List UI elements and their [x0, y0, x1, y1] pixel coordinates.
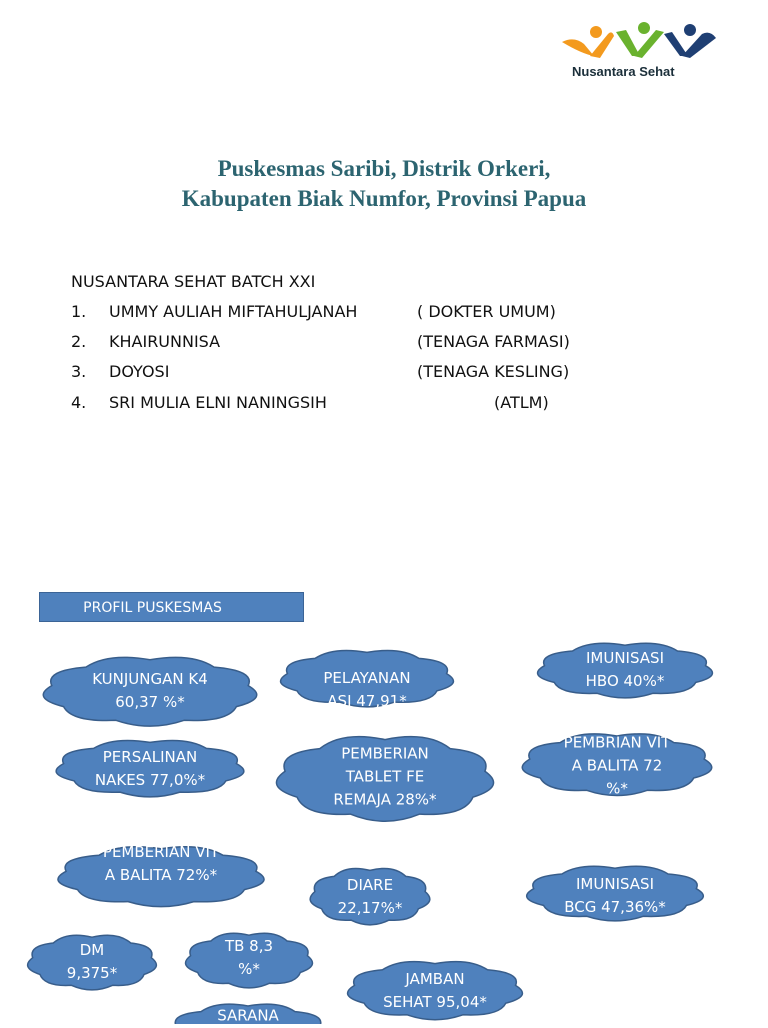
- member-number: 4.: [71, 393, 87, 412]
- team-heading: NUSANTARA SEHAT BATCH XXI: [71, 272, 316, 291]
- profil-puskesmas-label: PROFIL PUSKESMAS: [83, 600, 222, 616]
- cloud-label: IMUNISASI HBO 40%*: [585, 649, 665, 690]
- member-name: DOYOSI: [109, 362, 170, 381]
- member-role: (TENAGA KESLING): [417, 362, 570, 381]
- cloud-label: JAMBAN SEHAT 95,04*: [383, 970, 487, 1011]
- page-title-line-1: Puskesmas Saribi, Distrik Orkeri,: [217, 156, 551, 181]
- cloud-label: PELAYANAN ASI 47,91*: [323, 669, 411, 710]
- cloud-label: TB 8,3 %*: [224, 937, 274, 978]
- cloud-label: DIARE 22,17%*: [337, 876, 403, 917]
- cloud-label: PERSALINAN NAKES 77,0%*: [94, 748, 206, 789]
- member-number: 3.: [71, 362, 87, 381]
- cloud-label: KUNJUNGAN K4 60,37 %*: [92, 670, 208, 711]
- cloud-label: PEMBRIAN VIT A BALITA 72 %*: [563, 733, 671, 798]
- cloud-label: IMUNISASI BCG 47,36%*: [564, 875, 666, 916]
- cloud-label: PEMBERIAN TABLET FE REMAJA 28%*: [333, 744, 437, 809]
- logo-text: Nusantara Sehat: [572, 64, 675, 79]
- cloud-label: PEMBERIAN VIT A BALITA 72%*: [102, 843, 220, 884]
- member-role: (ATLM): [494, 393, 549, 412]
- member-number: 2.: [71, 332, 87, 351]
- cloud-label: SARANA: [217, 1006, 279, 1025]
- page-title-line-2: Kabupaten Biak Numfor, Provinsi Papua: [181, 186, 587, 211]
- cloud-label: DM 9,375*: [66, 941, 118, 982]
- member-name: SRI MULIA ELNI NANINGSIH: [109, 393, 327, 412]
- member-name: KHAIRUNNISA: [109, 332, 221, 351]
- member-role: (TENAGA FARMASI): [417, 332, 570, 351]
- member-role: ( DOKTER UMUM): [417, 302, 556, 321]
- member-name: UMMY AULIAH MIFTAHULJANAH: [109, 302, 358, 321]
- member-number: 1.: [71, 302, 87, 321]
